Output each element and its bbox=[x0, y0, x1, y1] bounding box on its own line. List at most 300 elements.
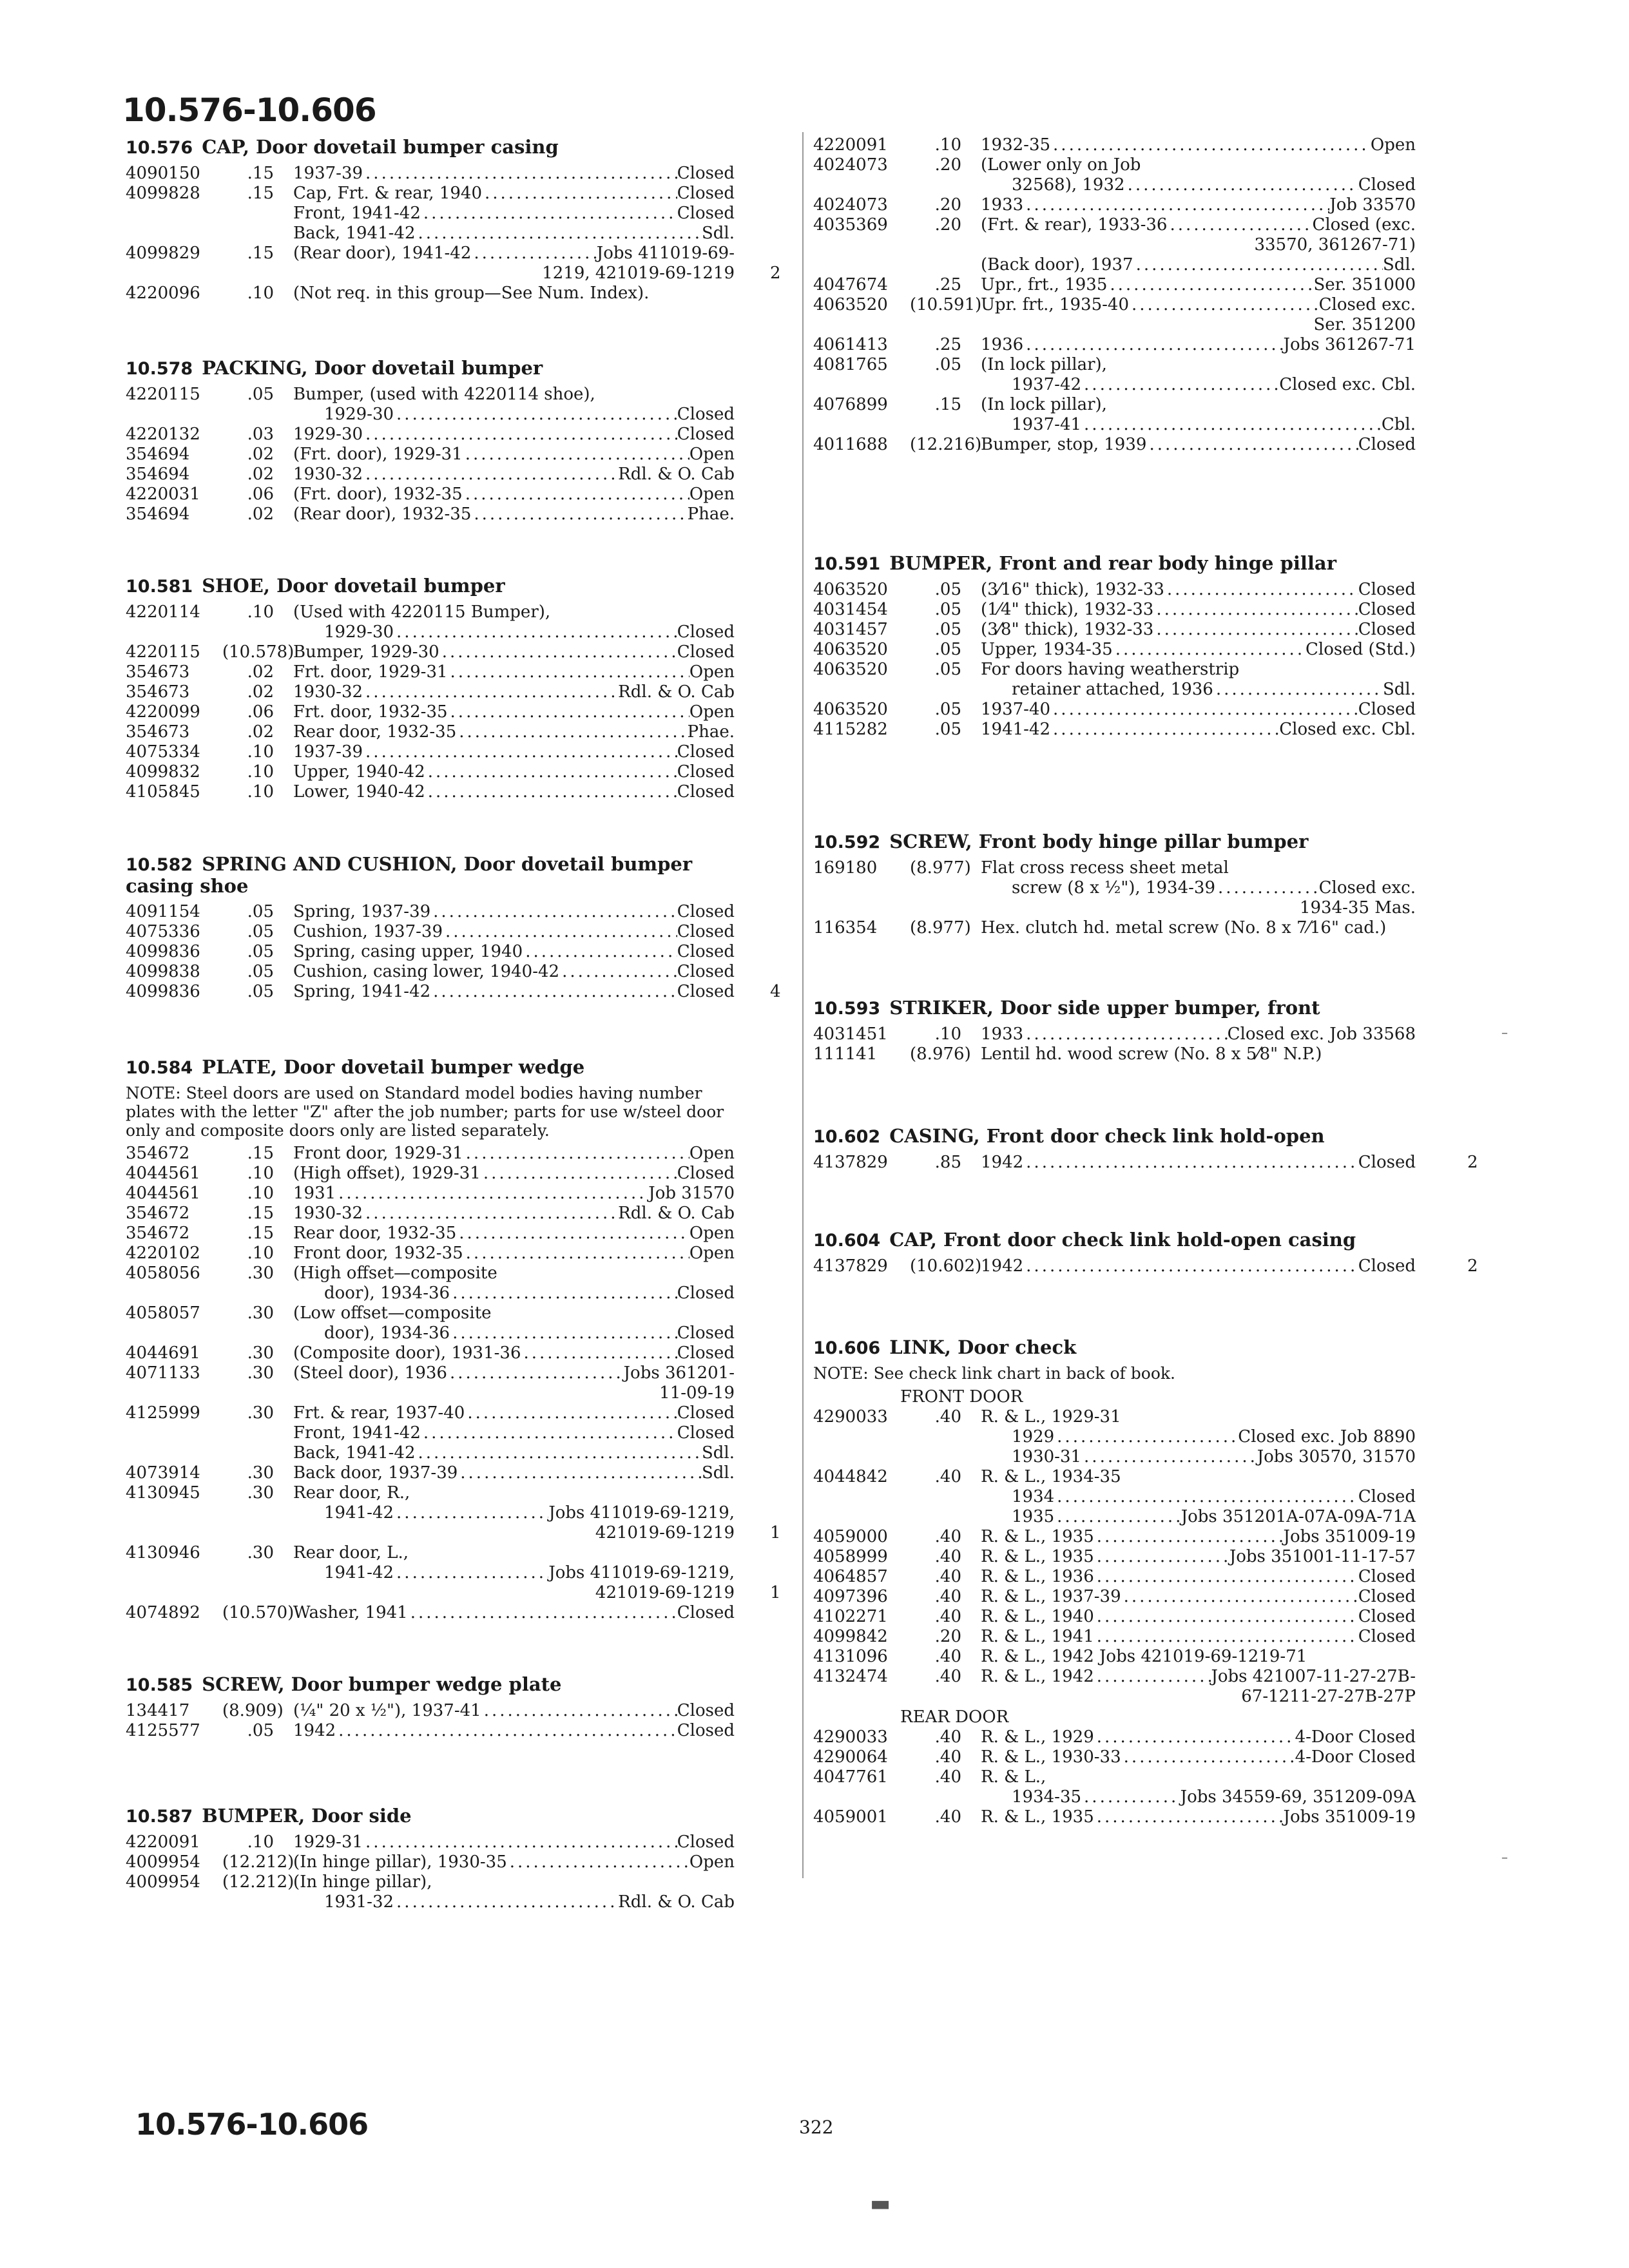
dot-leader bbox=[1023, 1256, 1358, 1276]
dot-leader bbox=[1094, 1627, 1358, 1647]
section-name: SHOE, Door dovetail bumper bbox=[202, 575, 505, 597]
status-text: 1219, 421019-69-1219 bbox=[542, 264, 735, 283]
part-description bbox=[981, 435, 1416, 455]
status-text: Closed bbox=[677, 1423, 735, 1443]
part-weight: .02 bbox=[247, 662, 274, 682]
status-text: 421019-69-1219 bbox=[595, 1583, 735, 1602]
part-weight: .02 bbox=[247, 445, 274, 464]
part-row bbox=[126, 1701, 735, 1721]
description-line bbox=[293, 1403, 735, 1423]
dot-leader bbox=[1081, 375, 1279, 395]
description-line bbox=[293, 982, 735, 1002]
status-text: Closed bbox=[677, 622, 735, 642]
dot-leader bbox=[1133, 255, 1383, 275]
section-title bbox=[126, 358, 796, 380]
description-text: Bumper, 1929-30 bbox=[293, 642, 439, 662]
section-rows bbox=[813, 1727, 1416, 1827]
dot-leader bbox=[1050, 720, 1279, 740]
description-text: R. & L., 1929-31 bbox=[981, 1407, 1121, 1427]
section-rows bbox=[126, 902, 781, 1002]
part-row bbox=[126, 1244, 735, 1264]
part-row bbox=[126, 1144, 735, 1164]
part-description bbox=[981, 355, 1416, 395]
part-description bbox=[293, 642, 735, 662]
part-description bbox=[293, 1483, 735, 1543]
section-name: PLATE, Door dovetail bumper wedge bbox=[202, 1056, 585, 1078]
description-line bbox=[981, 660, 1416, 680]
section-rows bbox=[126, 1701, 735, 1741]
catalog-section bbox=[813, 553, 1429, 740]
column-divider bbox=[802, 132, 804, 1878]
dot-leader bbox=[521, 1343, 677, 1363]
section-name: BUMPER, Front and rear body hinge pillar bbox=[889, 552, 1336, 574]
description-text: Lower, 1940-42 bbox=[293, 782, 425, 802]
status-text: Open bbox=[689, 445, 735, 464]
description-line bbox=[293, 1892, 735, 1912]
status-text: Closed bbox=[677, 922, 735, 941]
status-text: Sdl. bbox=[701, 224, 735, 243]
part-description bbox=[293, 602, 735, 642]
part-number: 4044561 bbox=[126, 1184, 200, 1203]
status-text: Closed (Std.) bbox=[1306, 640, 1416, 659]
dot-leader bbox=[448, 662, 689, 682]
part-description bbox=[293, 1164, 735, 1184]
part-row bbox=[813, 1747, 1416, 1767]
dot-leader bbox=[1215, 878, 1319, 898]
dot-leader bbox=[450, 1323, 677, 1343]
dot-leader bbox=[1121, 1747, 1295, 1767]
description-line bbox=[981, 1487, 1416, 1507]
description-text: Front door, 1929-31 bbox=[293, 1144, 463, 1163]
dot-leader bbox=[450, 1283, 677, 1303]
section-number: 10.578 bbox=[126, 359, 193, 379]
description-line bbox=[981, 858, 1416, 878]
dot-leader bbox=[1023, 195, 1329, 215]
part-weight: .40 bbox=[934, 1467, 961, 1486]
status-text: Closed bbox=[1358, 1487, 1416, 1506]
description-text: Frt. & rear, 1937-40 bbox=[293, 1403, 465, 1423]
part-description bbox=[293, 922, 735, 942]
part-row bbox=[126, 702, 735, 722]
dot-leader bbox=[471, 244, 596, 264]
spacer bbox=[981, 1687, 1241, 1707]
part-description bbox=[981, 1407, 1416, 1467]
status-text: Closed bbox=[1358, 1587, 1416, 1606]
part-row bbox=[126, 1872, 735, 1912]
description-text: (1⁄4" thick), 1932-33 bbox=[981, 600, 1154, 619]
status-text: Closed bbox=[677, 1343, 735, 1363]
part-row bbox=[813, 435, 1416, 455]
description-line bbox=[293, 642, 735, 662]
description-line bbox=[293, 662, 735, 682]
part-row bbox=[813, 1024, 1416, 1044]
dot-leader bbox=[430, 982, 677, 1002]
dot-leader bbox=[1107, 275, 1313, 295]
description-line bbox=[981, 1024, 1416, 1044]
description-line bbox=[293, 1503, 735, 1523]
description-text: (In lock pillar), bbox=[981, 395, 1107, 414]
page-header: 10.576-10.606 bbox=[122, 91, 376, 129]
part-row bbox=[126, 425, 735, 445]
description-line bbox=[981, 1256, 1416, 1276]
part-weight: .10 bbox=[247, 762, 274, 782]
status-text: Ser. 351000 bbox=[1313, 275, 1416, 294]
part-weight: .30 bbox=[247, 1543, 274, 1562]
part-weight: .15 bbox=[247, 1144, 274, 1163]
part-number: 4076899 bbox=[813, 395, 888, 414]
description-line bbox=[293, 1483, 735, 1503]
status-text: Closed bbox=[677, 1283, 735, 1303]
description-line bbox=[293, 1184, 735, 1204]
catalog-section bbox=[813, 997, 1429, 1064]
dot-leader bbox=[507, 1852, 689, 1872]
part-number: 4102271 bbox=[813, 1607, 888, 1626]
quantity: 1 bbox=[770, 1583, 781, 1602]
part-number: 4130945 bbox=[126, 1483, 200, 1503]
section-number: 10.591 bbox=[813, 554, 881, 574]
part-description bbox=[981, 1044, 1416, 1064]
catalog-section bbox=[813, 135, 1429, 455]
quantity: 1 bbox=[770, 1523, 781, 1542]
part-description bbox=[981, 1747, 1416, 1767]
description-line bbox=[981, 878, 1416, 898]
description-text: Rear door, R., bbox=[293, 1483, 410, 1503]
description-text: 1941-42 bbox=[981, 720, 1051, 739]
status-text: Jobs 34559-69, 351209-09A bbox=[1180, 1787, 1416, 1807]
status-text: Jobs 361201- bbox=[623, 1363, 735, 1383]
description-text: 1941-42 bbox=[324, 1503, 394, 1523]
description-line bbox=[293, 1832, 735, 1852]
part-row bbox=[126, 642, 735, 662]
part-number: 4075334 bbox=[126, 742, 200, 762]
description-line bbox=[293, 762, 735, 782]
quantity: 4 bbox=[770, 982, 781, 1001]
part-number: 4075336 bbox=[126, 922, 200, 941]
part-number: 354672 bbox=[126, 1224, 190, 1243]
part-description bbox=[293, 962, 735, 982]
section-name: SPRING AND CUSHION, Door dovetail bumper casing shoe bbox=[126, 853, 693, 897]
dot-leader bbox=[1094, 1607, 1358, 1627]
part-row bbox=[813, 1407, 1416, 1467]
part-weight: .10 bbox=[247, 1832, 274, 1852]
part-description bbox=[293, 164, 735, 184]
description-line bbox=[293, 1363, 735, 1383]
status-text: 33570, 361267-71) bbox=[1254, 235, 1416, 255]
part-weight: .05 bbox=[934, 640, 961, 659]
part-number: 4024073 bbox=[813, 155, 888, 175]
status-text: Closed exc. Job 8890 bbox=[1238, 1427, 1416, 1446]
part-number: 4044842 bbox=[813, 1467, 888, 1486]
part-row bbox=[126, 602, 735, 642]
part-description bbox=[981, 1667, 1416, 1707]
part-description bbox=[293, 465, 735, 485]
description-text: R. & L., 1935 bbox=[981, 1547, 1094, 1566]
description-line bbox=[981, 1607, 1416, 1627]
description-line bbox=[293, 962, 735, 982]
part-number: 4073914 bbox=[126, 1463, 200, 1483]
dot-leader bbox=[1153, 600, 1358, 620]
dot-leader bbox=[363, 465, 618, 485]
description-text: 1930-32 bbox=[293, 1204, 363, 1223]
part-row bbox=[126, 385, 735, 425]
part-row bbox=[813, 195, 1416, 215]
description-line bbox=[293, 1224, 735, 1244]
part-weight: .15 bbox=[247, 1224, 274, 1243]
part-weight: .40 bbox=[934, 1527, 961, 1546]
section-title bbox=[126, 137, 796, 159]
description-text: R. & L., 1937-39 bbox=[981, 1587, 1121, 1606]
part-number: 354694 bbox=[126, 465, 190, 484]
description-line bbox=[981, 1044, 1416, 1064]
dot-leader bbox=[363, 425, 677, 445]
description-text: (Used with 4220115 Bumper), bbox=[293, 602, 551, 622]
section-note: NOTE: See check link chart in back of book. bbox=[813, 1364, 1175, 1383]
description-text: R. & L., 1942 Jobs 421019-69-1219-71 bbox=[981, 1647, 1307, 1666]
status-text: Cbl. bbox=[1381, 415, 1416, 434]
description-line bbox=[981, 580, 1416, 600]
part-number: 4099832 bbox=[126, 762, 200, 782]
description-line bbox=[293, 1603, 735, 1623]
description-text: Front, 1941-42 bbox=[293, 204, 421, 223]
dot-leader bbox=[363, 682, 618, 702]
description-text: Front door, 1932-35 bbox=[293, 1244, 463, 1263]
subheading-front-door: FRONT DOOR bbox=[900, 1387, 1023, 1407]
description-line bbox=[293, 224, 735, 244]
part-weight: .05 bbox=[934, 355, 961, 374]
status-text: Closed exc. Cbl. bbox=[1279, 720, 1416, 739]
description-text: 1929-31 bbox=[293, 1832, 363, 1852]
status-text: Closed exc. bbox=[1318, 878, 1416, 898]
part-weight: .05 bbox=[934, 700, 961, 719]
part-description bbox=[293, 1463, 735, 1483]
description-text: Washer, 1941 bbox=[293, 1603, 408, 1622]
dot-leader bbox=[1081, 1787, 1181, 1807]
section-title bbox=[813, 1126, 1429, 1148]
catalog-section bbox=[813, 1125, 1478, 1173]
dot-leader bbox=[408, 1603, 677, 1623]
part-weight: .05 bbox=[934, 580, 961, 599]
part-row bbox=[813, 1527, 1416, 1547]
description-line bbox=[981, 898, 1416, 918]
part-weight: .10 bbox=[247, 1184, 274, 1203]
part-description bbox=[293, 1852, 735, 1872]
part-row bbox=[126, 1184, 735, 1204]
part-weight: .02 bbox=[247, 722, 274, 742]
description-text: (Frt. door), 1932-35 bbox=[293, 485, 463, 504]
section-number: 10.585 bbox=[126, 1675, 193, 1695]
status-text: Closed bbox=[1358, 580, 1416, 599]
part-description bbox=[981, 720, 1416, 740]
part-number: 4059000 bbox=[813, 1527, 888, 1546]
description-line bbox=[981, 680, 1416, 700]
spacer bbox=[981, 315, 1313, 335]
section-title bbox=[126, 1805, 796, 1827]
description-line bbox=[293, 264, 735, 284]
part-row bbox=[126, 1164, 735, 1184]
dot-leader bbox=[394, 622, 677, 642]
status-text: Open bbox=[689, 1144, 735, 1163]
dot-leader bbox=[463, 445, 689, 465]
description-line bbox=[293, 1264, 735, 1283]
section-title bbox=[126, 1674, 796, 1696]
part-description bbox=[293, 1184, 735, 1204]
catalog-section bbox=[126, 1805, 796, 1912]
part-description bbox=[981, 1727, 1416, 1747]
status-text: Jobs 30570, 31570 bbox=[1257, 1447, 1416, 1466]
description-text: R. & L., bbox=[981, 1767, 1046, 1787]
status-text: Rdl. & O. Cab bbox=[618, 682, 735, 702]
status-text: Closed bbox=[677, 1721, 735, 1740]
description-line bbox=[981, 275, 1416, 295]
status-text: Closed bbox=[677, 1164, 735, 1183]
dot-leader bbox=[559, 962, 677, 982]
dot-leader bbox=[421, 1423, 677, 1443]
part-weight: .15 bbox=[247, 1204, 274, 1223]
description-text: Bumper, stop, 1939 bbox=[981, 435, 1147, 454]
part-description bbox=[981, 1153, 1416, 1173]
status-text: Closed bbox=[1358, 175, 1416, 195]
description-text: 1932-35 bbox=[981, 135, 1051, 155]
part-weight: .30 bbox=[247, 1463, 274, 1483]
part-weight: .05 bbox=[247, 982, 274, 1001]
status-text: 4-Door Closed bbox=[1295, 1747, 1416, 1767]
dot-leader bbox=[523, 942, 677, 962]
part-number: 4099838 bbox=[126, 962, 200, 981]
status-text: Rdl. & O. Cab bbox=[618, 1204, 735, 1223]
part-row bbox=[126, 445, 735, 465]
description-line bbox=[293, 1144, 735, 1164]
status-text: Closed bbox=[1358, 700, 1416, 719]
part-description bbox=[293, 1701, 735, 1721]
scan-mark: ▬ bbox=[870, 2191, 891, 2216]
description-text: R. & L., 1930-33 bbox=[981, 1747, 1121, 1767]
part-row bbox=[126, 1224, 735, 1244]
part-weight: .40 bbox=[934, 1807, 961, 1827]
description-text: 32568), 1932 bbox=[1012, 175, 1125, 195]
status-text: Closed bbox=[677, 405, 735, 424]
dot-leader bbox=[425, 782, 677, 802]
catalog-section bbox=[126, 1674, 796, 1741]
description-text: Back, 1941-42 bbox=[293, 224, 416, 243]
part-description bbox=[293, 1303, 735, 1343]
part-row bbox=[813, 1153, 1478, 1173]
part-description bbox=[293, 982, 735, 1002]
description-line bbox=[293, 1423, 735, 1443]
status-text: Closed bbox=[1358, 1256, 1416, 1276]
spacer bbox=[981, 235, 1254, 255]
dot-leader bbox=[1054, 1507, 1181, 1527]
description-line bbox=[981, 918, 1416, 938]
description-text: 1941-42 bbox=[324, 1563, 394, 1582]
dot-leader bbox=[1164, 580, 1358, 600]
part-number: 4099842 bbox=[813, 1627, 888, 1646]
part-row bbox=[126, 1603, 735, 1623]
dot-leader bbox=[1054, 1427, 1238, 1447]
part-weight: (8.909) bbox=[222, 1701, 284, 1720]
part-description bbox=[293, 1603, 735, 1623]
description-line bbox=[981, 1767, 1416, 1787]
description-text: 1937-41 bbox=[1012, 415, 1082, 434]
description-line bbox=[293, 385, 735, 405]
page-number: 322 bbox=[799, 2117, 834, 2138]
description-line bbox=[293, 722, 735, 742]
section-rows bbox=[813, 1153, 1478, 1173]
part-description bbox=[981, 1567, 1416, 1587]
status-text: Open bbox=[1370, 135, 1416, 155]
part-weight: .30 bbox=[247, 1264, 274, 1283]
description-line bbox=[293, 682, 735, 702]
part-number: 4137829 bbox=[813, 1256, 888, 1276]
section-rows bbox=[813, 580, 1416, 740]
part-number: 354694 bbox=[126, 445, 190, 464]
description-text: R. & L., 1934-35 bbox=[981, 1467, 1121, 1486]
dot-leader bbox=[1153, 620, 1358, 640]
description-line bbox=[981, 1647, 1416, 1667]
part-number: 4063520 bbox=[813, 295, 888, 314]
catalog-section bbox=[126, 854, 796, 1002]
section-rows bbox=[126, 164, 781, 303]
description-line bbox=[293, 702, 735, 722]
status-text: Job 31570 bbox=[648, 1184, 735, 1203]
description-text: Rear door, L., bbox=[293, 1543, 409, 1562]
part-number: 4031451 bbox=[813, 1024, 888, 1044]
part-description bbox=[293, 385, 735, 425]
dot-leader bbox=[1054, 1487, 1358, 1507]
description-line bbox=[981, 1407, 1416, 1427]
status-text: Jobs 351001-11-17-57 bbox=[1229, 1547, 1416, 1566]
dot-leader bbox=[1125, 175, 1358, 195]
dot-leader bbox=[481, 1164, 677, 1184]
section-number: 10.581 bbox=[126, 577, 193, 597]
description-line bbox=[981, 720, 1416, 740]
description-line bbox=[981, 1507, 1416, 1527]
part-number: 4064857 bbox=[813, 1567, 888, 1586]
catalog-section bbox=[126, 1057, 796, 1623]
part-weight: (12.212) bbox=[222, 1852, 294, 1872]
part-row bbox=[126, 902, 735, 922]
dot-leader bbox=[1094, 1667, 1211, 1687]
description-text: (Rear door), 1932-35 bbox=[293, 505, 472, 524]
description-line bbox=[981, 1587, 1416, 1607]
section-title bbox=[126, 575, 796, 597]
description-line bbox=[981, 1547, 1416, 1567]
part-weight: (10.570) bbox=[222, 1603, 294, 1622]
part-weight: .10 bbox=[247, 1244, 274, 1263]
part-weight: .40 bbox=[934, 1607, 961, 1626]
description-line bbox=[293, 942, 735, 962]
part-number: 4044691 bbox=[126, 1343, 200, 1363]
part-weight: .30 bbox=[247, 1303, 274, 1323]
part-description bbox=[981, 1607, 1416, 1627]
description-text: R. & L., 1935 bbox=[981, 1807, 1094, 1827]
section-rows bbox=[126, 1144, 781, 1623]
part-number: 354673 bbox=[126, 682, 190, 702]
part-number: 4047761 bbox=[813, 1767, 888, 1787]
part-description bbox=[293, 742, 735, 762]
description-line bbox=[981, 155, 1416, 175]
status-text: Closed bbox=[1358, 1153, 1416, 1172]
description-text: Rear door, 1932-35 bbox=[293, 1224, 457, 1243]
part-number: 4115282 bbox=[813, 720, 888, 739]
section-rows bbox=[813, 858, 1416, 938]
part-description bbox=[293, 1144, 735, 1164]
description-text: R. & L., 1936 bbox=[981, 1567, 1094, 1586]
part-weight: .40 bbox=[934, 1647, 961, 1666]
part-weight: (8.977) bbox=[910, 858, 971, 878]
part-row bbox=[813, 1627, 1416, 1647]
catalog-section bbox=[813, 831, 1429, 938]
description-text: Front, 1941-42 bbox=[293, 1423, 421, 1443]
